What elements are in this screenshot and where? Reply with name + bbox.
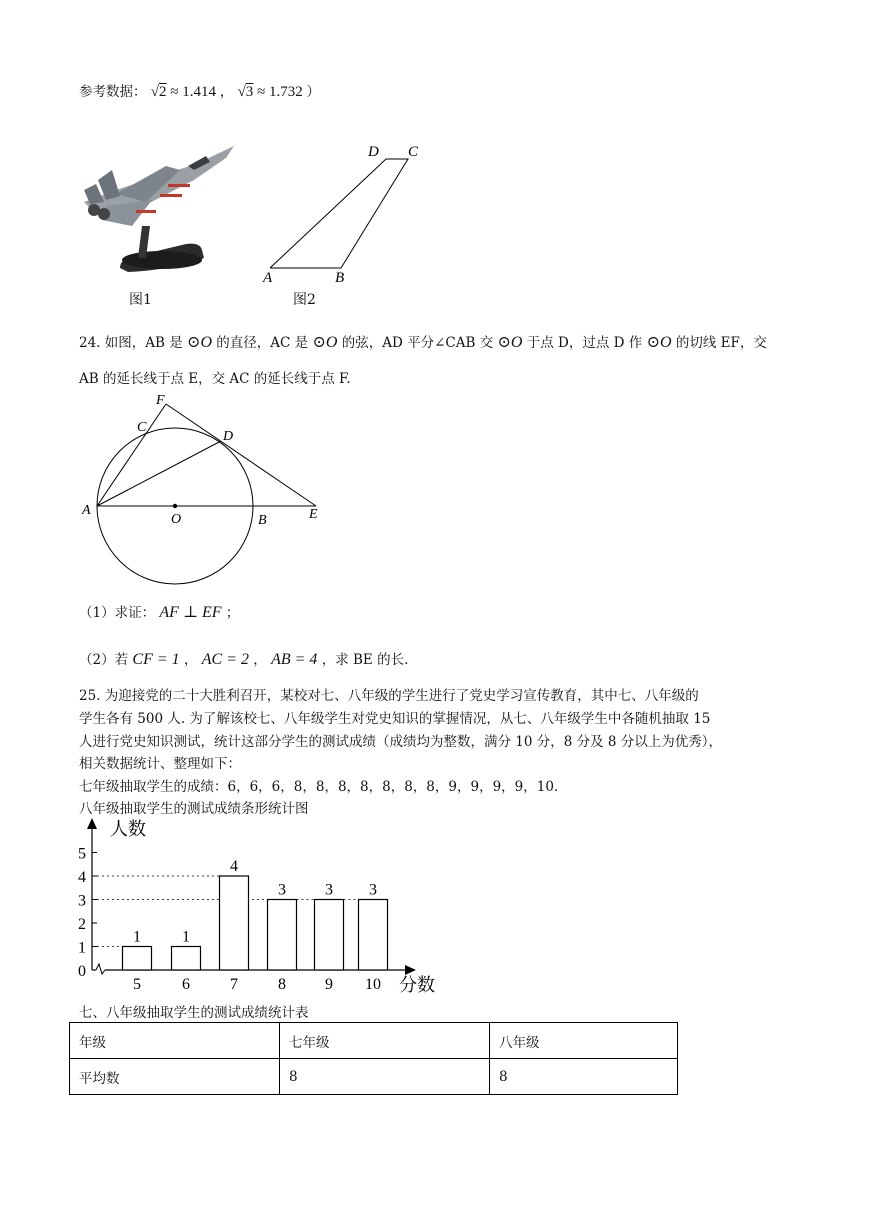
q24-part2-sep: ，: [183, 652, 198, 668]
bar-5: [123, 947, 152, 971]
q24-line2: AB 的延长线于点 E，交 AC 的延长线于点 F.: [79, 371, 351, 387]
table-header-cell: 年级: [70, 1023, 280, 1059]
q24-text-d: 于点 D，过点 D 作: [526, 335, 643, 351]
bar-data-label: 1: [182, 928, 190, 946]
q24-part1-math: AF ⊥ EF: [159, 604, 222, 621]
x-category-label: 8: [278, 976, 286, 993]
q25-line2: 学生各有 500 人. 为了解该校七、八年级学生对党史知识的掌握情况，从七、八年级学生中各随机抽取 15: [79, 711, 711, 727]
table-header-cell: 七年级: [280, 1023, 490, 1059]
sqrt2-radicand: 2: [159, 84, 167, 100]
bar-8: [268, 900, 297, 971]
fig2-label-A: A: [263, 270, 273, 286]
y-tick-label: 4: [78, 869, 86, 886]
q24-part2-math2: AC = 2: [201, 651, 249, 668]
reference-data: [79, 80, 320, 101]
table-header-row: [70, 1023, 678, 1059]
x-category-label: 5: [133, 976, 141, 993]
circle-o-symbol: ⊙O: [497, 334, 523, 351]
q24-part2-sep: ，: [253, 652, 267, 668]
grade7-scores: 七年级抽取学生的成绩：6，6，6，8，8，8，8，8，8，8，9，9，9，9，10.: [79, 779, 559, 795]
q24-text-a: 24. 如图，AB 是: [79, 335, 183, 351]
table-cell: 8: [280, 1059, 490, 1095]
reference-prefix: 参考数据：: [79, 84, 147, 100]
x-axis-label: 分数: [399, 975, 435, 995]
x-category-label: 6: [182, 976, 190, 993]
circle-o-symbol: ⊙O: [312, 334, 338, 351]
fig2-label-B: B: [335, 270, 345, 286]
bar-data-label: 3: [369, 881, 377, 899]
bar-7: [220, 876, 249, 970]
q24-label-E: E: [309, 507, 318, 522]
q24-label-A: A: [82, 503, 91, 518]
q24-part1-prefix: （1）求证：: [79, 605, 156, 621]
q25-line4: 相关数据统计、整理如下：: [79, 756, 241, 772]
sqrt2-value: ≈ 1.414: [170, 84, 217, 100]
bar-10: [359, 900, 388, 971]
sqrt3-expression: [238, 84, 307, 100]
q24-part2-suffix: ，求 BE 的长.: [321, 652, 409, 668]
q24-label-C: C: [137, 420, 147, 435]
circle-o-symbol: ⊙O: [187, 334, 212, 351]
q24-label-D: D: [223, 429, 234, 444]
q24-part1-suffix: ；: [225, 605, 240, 621]
bar-9: [315, 900, 344, 971]
grade-stats-table: [69, 1022, 678, 1095]
y-tick-label: 0: [78, 963, 86, 980]
q24-text-c: 的弦，AD 平分∠CAB 交: [341, 335, 494, 351]
q24-circle-diagram: [78, 390, 328, 585]
fig2-label-C: C: [408, 144, 419, 160]
y-axis-arrow-icon: [87, 818, 97, 829]
y-axis-label: 人数: [110, 819, 146, 839]
table-row: [70, 1059, 678, 1095]
q24-part1: [79, 601, 239, 622]
q24-label-F: F: [156, 393, 165, 408]
sqrt3-radicand: 3: [245, 84, 254, 100]
grade8-bar-chart: [70, 818, 440, 998]
fig2-label-D: D: [368, 144, 379, 160]
table-title: 七、八年级抽取学生的测试成绩统计表: [79, 1005, 309, 1021]
bar-data-label: 4: [230, 858, 238, 875]
figure2-caption: 图2: [293, 292, 316, 308]
table-cell: 8: [490, 1059, 678, 1095]
q24-part2-math1: CF = 1: [132, 651, 180, 668]
q24-text-e: 的切线 EF，交: [675, 335, 767, 351]
sqrt3-value: ≈ 1.732: [257, 84, 303, 100]
q24-part2: [79, 648, 408, 669]
axis-break-icon: [96, 964, 105, 974]
table-cell: 平均数: [70, 1059, 280, 1095]
y-tick-label: 3: [78, 892, 86, 910]
x-category-label: 10: [365, 976, 381, 993]
q24-part2-math3: AB = 4: [271, 651, 318, 668]
chart-title: 八年级抽取学生的测试成绩条形统计图: [79, 801, 309, 817]
q24-line1: [79, 331, 767, 352]
y-tick-label: 1: [78, 939, 86, 957]
y-tick-label: 2: [78, 916, 86, 933]
x-category-label: 9: [325, 976, 333, 993]
q24-part2-prefix: （2）若: [79, 652, 129, 668]
bar-data-label: 3: [278, 881, 286, 899]
bar-data-label: 3: [325, 881, 333, 899]
radical-sign-icon: √: [237, 84, 246, 100]
sqrt2-expression: [151, 84, 220, 100]
figure2-trapezoid-diagram: [258, 138, 428, 288]
table-header-cell: 八年级: [490, 1023, 678, 1059]
q25-line3: 人进行党史知识测试，统计这部分学生的测试成绩（成绩均为整数，满分 10 分，8 分及 8 分以上为优秀），: [79, 734, 723, 750]
q25-line1: 25. 为迎接党的二十大胜利召开，某校对七、八年级的学生进行了党史学习宣传教育，其中七、八年级的: [79, 688, 699, 704]
x-axis-arrow-icon: [405, 965, 416, 975]
figure1-caption: 图1: [129, 292, 152, 308]
reference-sep: ，: [219, 84, 234, 100]
x-category-label: 7: [230, 976, 238, 993]
bar-6: [172, 947, 201, 971]
reference-suffix: ）: [306, 84, 321, 100]
circle-o-symbol: ⊙O: [646, 334, 672, 351]
fighter-jet-model-image: [76, 140, 241, 278]
q24-text-b: 的直径，AC 是: [216, 335, 309, 351]
radical-sign-icon: √: [150, 84, 160, 100]
y-tick-label: 5: [78, 845, 86, 863]
q24-label-O: O: [171, 512, 182, 527]
q24-label-B: B: [258, 513, 267, 528]
bar-data-label: 1: [133, 928, 141, 946]
